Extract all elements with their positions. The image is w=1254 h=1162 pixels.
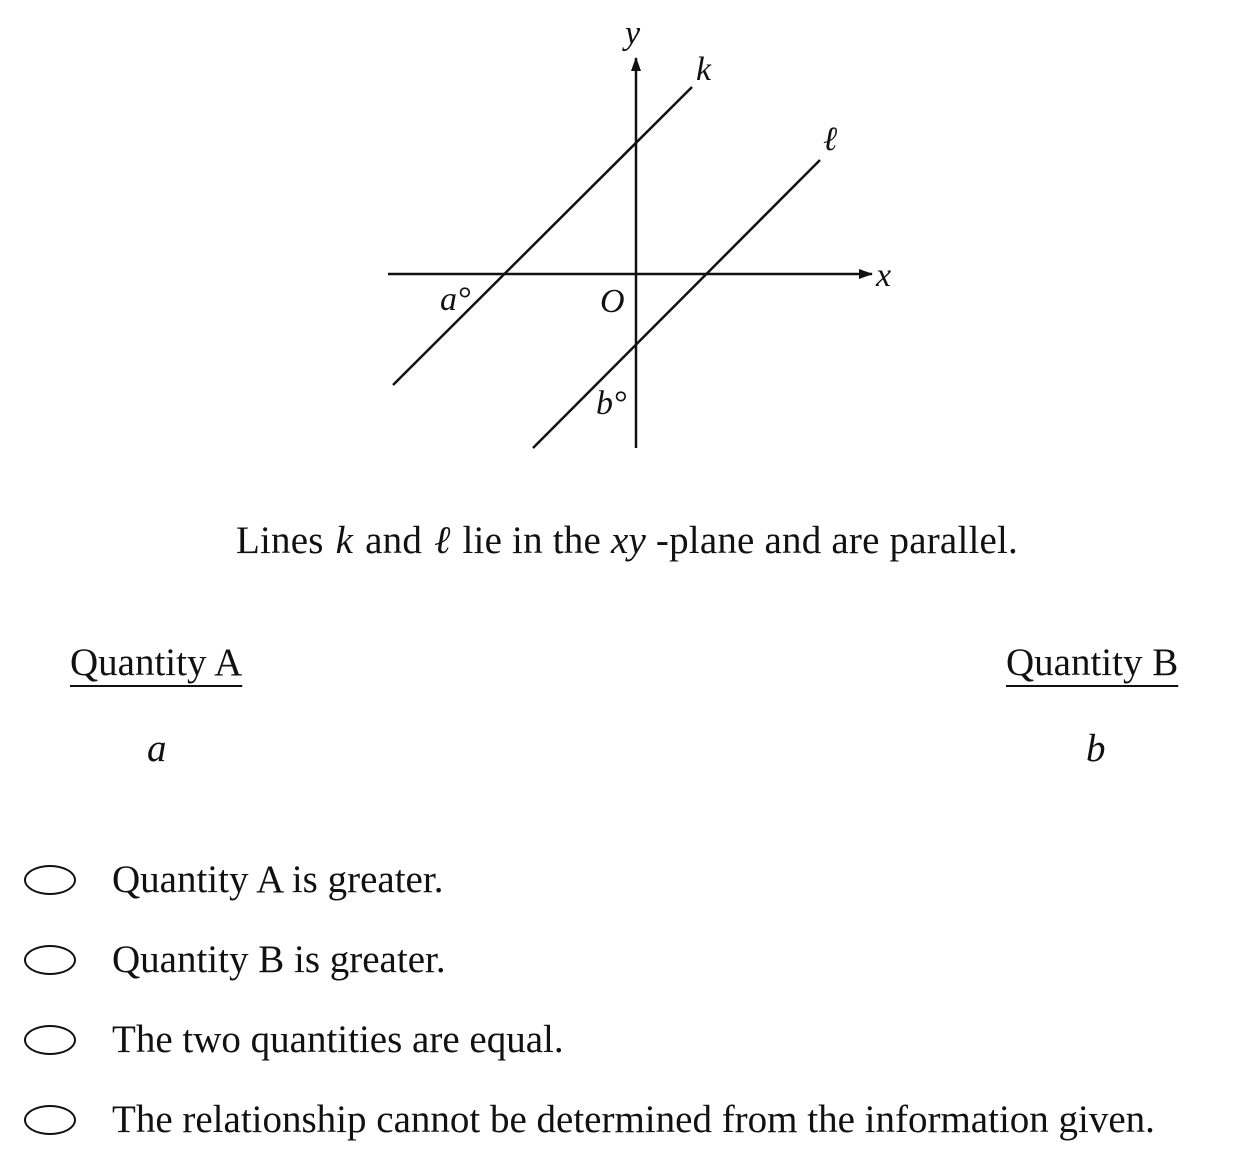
answer-option-label: The relationship cannot be determined from the information given. — [112, 1098, 1155, 1141]
quantity-a-value: a — [147, 727, 167, 770]
origin-label: O — [600, 283, 625, 320]
answer-option-1[interactable] — [24, 840, 1155, 920]
quantity-b-heading: Quantity B — [1006, 641, 1179, 684]
angle-a-label: a° — [440, 281, 471, 318]
x-axis-label: x — [876, 257, 892, 294]
radio-button[interactable] — [24, 1105, 76, 1135]
radio-button[interactable] — [24, 1025, 76, 1055]
radio-button[interactable] — [24, 945, 76, 975]
stem-text-lines: Lines — [235, 519, 324, 562]
line-l-label: ℓ — [823, 121, 838, 158]
stem-var-xy: xy — [610, 519, 646, 562]
stem-var-l: ℓ — [434, 519, 451, 562]
question-stem — [0, 516, 1254, 566]
answer-option-label: Quantity A is greater. — [112, 858, 444, 901]
line-k — [393, 87, 692, 385]
answer-options — [24, 840, 1155, 1160]
stem-text-plane: -plane and are parallel. — [655, 519, 1019, 562]
answer-option-label: The two quantities are equal. — [112, 1018, 564, 1061]
answer-option-label: Quantity B is greater. — [112, 938, 446, 981]
angle-b-label: b° — [596, 385, 627, 422]
coordinate-figure — [0, 0, 1254, 470]
stem-var-k: k — [335, 519, 354, 562]
quantity-a-heading: Quantity A — [70, 641, 243, 684]
radio-button[interactable] — [24, 865, 76, 895]
answer-option-2[interactable] — [24, 920, 1155, 1000]
answer-option-3[interactable] — [24, 1000, 1155, 1080]
line-k-label: k — [696, 51, 712, 88]
quantity-b-value: b — [1086, 727, 1106, 770]
stem-text-lie: lie in the — [462, 519, 601, 562]
y-axis-label: y — [625, 15, 641, 52]
answer-option-4[interactable] — [24, 1080, 1155, 1160]
stem-text-and: and — [365, 519, 423, 562]
